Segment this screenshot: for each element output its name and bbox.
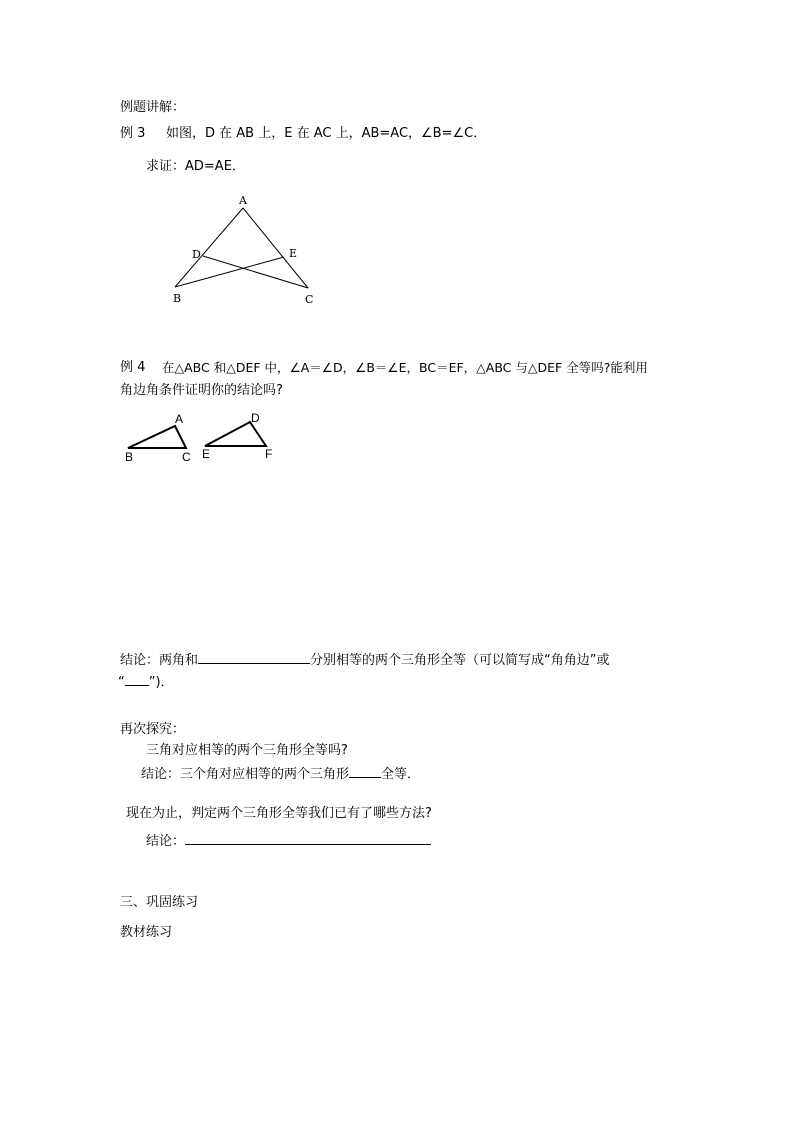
examples-heading: 例题讲解： [120, 100, 186, 115]
reexplore-question: 三角对应相等的两个三角形全等吗? [146, 743, 348, 758]
conclusion1-line1 [120, 651, 610, 669]
tri1-a-label: A [175, 412, 184, 426]
reexplore-conclusion [141, 765, 420, 783]
segment-ac [243, 208, 308, 288]
triangle-abc [128, 426, 186, 448]
point-d-label: D [192, 248, 201, 261]
tri2-e-label: E [202, 447, 211, 461]
point-a-label: A [239, 194, 247, 207]
example4-line1: 在△ABC 和△DEF 中，∠A＝∠D，∠B＝∠E，BC＝EF，△ABC 与△DEF 全等吗?能利用 [162, 360, 648, 375]
example3-statement: 如图，D 在 AB 上，E 在 AC 上，AB=AC，∠B=∠C． [166, 126, 487, 141]
reexplore-conclusion-suffix: 全等． [381, 767, 421, 782]
tri1-c-label: C [182, 450, 191, 464]
reexplore-blank[interactable] [349, 765, 381, 778]
triangle-def [205, 422, 266, 446]
example3-prove: 求证：AD=AE． [146, 159, 245, 174]
tri2-f-label: F [265, 447, 273, 461]
point-b-label: B [173, 292, 182, 305]
example4-line2: 角边角条件证明你的结论吗? [120, 383, 283, 398]
conclusion1-close: ”)． [148, 675, 174, 690]
example4-label: 例 4 [120, 360, 146, 375]
conclusion1-abbrev-blank[interactable] [125, 673, 149, 686]
conclusion1-line2 [118, 673, 174, 691]
segment-eb [175, 257, 284, 287]
tri2-d-label: D [251, 411, 260, 425]
summary-question: 现在为止，判定两个三角形全等我们已有了哪些方法? [126, 806, 432, 821]
conclusion1-prefix: 结论：两角和 [120, 653, 199, 668]
reexplore-heading: 再次探究： [120, 722, 186, 737]
example3-label: 例 3 [120, 126, 146, 141]
segment-ab [175, 208, 243, 287]
tri1-b-label: B [125, 450, 134, 464]
summary-conclusion [146, 832, 431, 850]
textbook-heading: 教材练习 [120, 925, 173, 940]
section3-heading: 三、巩固练习 [120, 895, 199, 910]
point-e-label: E [289, 247, 298, 260]
summary-blank[interactable] [185, 832, 431, 845]
point-c-label: C [305, 293, 314, 306]
conclusion1-blank[interactable] [198, 651, 310, 664]
summary-conclusion-prefix: 结论： [146, 834, 186, 849]
segment-dc [203, 256, 308, 288]
reexplore-conclusion-prefix: 结论：三个角对应相等的两个三角形 [141, 767, 350, 782]
conclusion1-middle: 分别相等的两个三角形全等（可以简写成“角角边”或 [310, 653, 610, 668]
conclusion1-open-quote: “ [118, 675, 125, 690]
